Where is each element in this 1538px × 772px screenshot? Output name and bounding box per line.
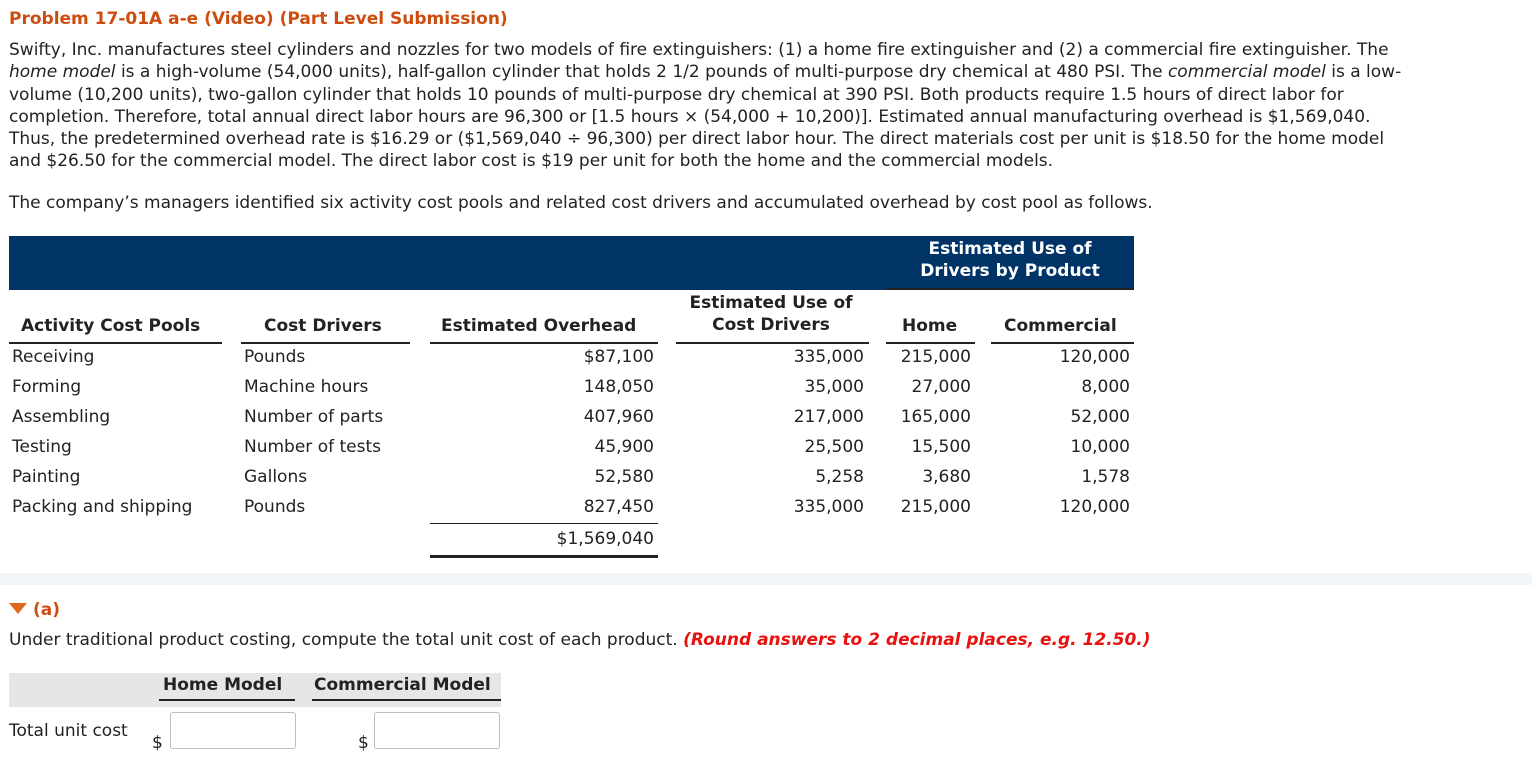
- total-unit-cost-label: Total unit cost: [9, 721, 128, 741]
- row-home: 165,000: [900, 407, 971, 427]
- row-driver: Pounds: [244, 497, 306, 517]
- section-divider: [0, 573, 1532, 585]
- row-home: 215,000: [900, 347, 971, 367]
- header-underline-drivers: [241, 342, 410, 344]
- intro-line-5: Thus, the predetermined overhead rate is $16.29 or ($1,569,040 ÷ 96,300) per direct labor hour. The direct materials cost per unit is $18.50 for the home model: [9, 129, 1385, 150]
- row-commercial: 10,000: [1070, 437, 1130, 457]
- intro-line-3: volume (10,200 units), two-gallon cylinder that holds 10 pounds of multi-purpose dry chemical at 390 PSI. Both products require 1.5 hours of direct labor for: [9, 84, 1344, 105]
- row-home: 215,000: [900, 497, 971, 517]
- col-commercial-model: Commercial Model: [314, 675, 491, 695]
- col-home-underline: [159, 699, 295, 701]
- header-underline-home: [886, 342, 975, 344]
- row-driver: Gallons: [244, 467, 308, 487]
- total-overhead: $1,569,040: [556, 529, 654, 549]
- row-driver: Number of tests: [244, 437, 381, 457]
- home-unit-cost-input[interactable]: [170, 712, 296, 749]
- banner-line-1: Estimated Use of: [928, 239, 1092, 259]
- intro-line-6: and $26.50 for the commercial model. The direct labor cost is $19 per unit for both the home and the commercial models.: [9, 151, 1054, 172]
- header-underline-pools: [9, 342, 222, 344]
- currency-symbol-home: $: [152, 733, 163, 753]
- header-estimated-overhead: Estimated Overhead: [441, 316, 637, 336]
- row-use: 335,000: [793, 347, 864, 367]
- part-a-label: (a): [33, 600, 61, 620]
- col-commercial-underline: [312, 699, 501, 701]
- collapse-triangle-icon[interactable]: [9, 603, 27, 614]
- row-home: 27,000: [911, 377, 971, 397]
- total-double-rule: [430, 555, 658, 558]
- row-home: 3,680: [922, 467, 971, 487]
- row-use: 217,000: [793, 407, 864, 427]
- intro-line-1: Swifty, Inc. manufactures steel cylinders and nozzles for two models of fire extinguishers: (1) a home fire extinguisher and (2) a commercial fire extinguisher. The: [9, 40, 1389, 60]
- part-a-instruction: [9, 630, 1151, 650]
- row-commercial: 120,000: [1059, 347, 1130, 367]
- banner-underline: [886, 288, 1134, 290]
- row-use: 335,000: [793, 497, 864, 517]
- commercial-model-term: commercial model: [1167, 62, 1326, 83]
- row-overhead: 827,450: [583, 497, 654, 517]
- row-commercial: 8,000: [1081, 377, 1130, 397]
- instruction-text: Under traditional product costing, compute the total unit cost of each product.: [9, 630, 684, 650]
- intro-line-2-end: is a low-: [1325, 62, 1402, 83]
- problem-title: Problem 17-01A a-e (Video) (Part Level Submission): [9, 9, 508, 29]
- row-driver: Machine hours: [244, 377, 369, 397]
- header-underline-overhead: [430, 342, 658, 344]
- header-home: Home: [902, 316, 958, 336]
- part-a-header[interactable]: [9, 600, 60, 620]
- row-home: 15,500: [911, 437, 971, 457]
- header-use-line-1: Estimated Use of: [689, 293, 853, 313]
- total-rule-top: [430, 523, 658, 524]
- header-cost-drivers: Cost Drivers: [264, 316, 382, 336]
- header-activity-cost-pools: Activity Cost Pools: [21, 316, 201, 336]
- header-use-line-2: Cost Drivers: [712, 315, 830, 335]
- home-model-term: home model: [9, 62, 116, 83]
- header-underline-use: [676, 342, 869, 344]
- row-pool: Testing: [12, 437, 72, 457]
- commercial-unit-cost-input[interactable]: [374, 712, 500, 749]
- row-pool: Packing and shipping: [12, 497, 193, 517]
- row-use: 35,000: [804, 377, 864, 397]
- row-driver: Pounds: [244, 347, 306, 367]
- row-commercial: 1,578: [1081, 467, 1130, 487]
- row-overhead: 52,580: [594, 467, 654, 487]
- header-underline-commercial: [991, 342, 1134, 344]
- row-use: 25,500: [804, 437, 864, 457]
- intro-line-2-text: is a high-volume (54,000 units), half-gallon cylinder that holds 2 1/2 pounds of multi-purpose dry chemical at 480 PSI. The: [115, 62, 1168, 83]
- row-pool: Assembling: [12, 407, 111, 427]
- row-pool: Painting: [12, 467, 81, 487]
- row-pool: Forming: [12, 377, 82, 397]
- header-estimated-use: [678, 292, 864, 336]
- row-use: 5,258: [815, 467, 864, 487]
- row-overhead: 148,050: [583, 377, 654, 397]
- rounding-note: (Round answers to 2 decimal places, e.g. 12.50.): [683, 630, 1151, 650]
- banner-drivers-by-product: [895, 238, 1125, 282]
- row-driver: Number of parts: [244, 407, 384, 427]
- row-commercial: 120,000: [1059, 497, 1130, 517]
- intro-line-4: completion. Therefore, total annual direct labor hours are 96,300 or [1.5 hours × (54,000 + 10,200)]. Estimated annual manufacturing overhead is $1,569,040.: [9, 106, 1371, 127]
- row-pool: Receiving: [12, 347, 95, 367]
- intro-line-2: [9, 61, 1529, 83]
- currency-symbol-commercial: $: [358, 733, 369, 753]
- banner-line-2: Drivers by Product: [920, 261, 1100, 281]
- table-banner: [9, 236, 1134, 290]
- row-commercial: 52,000: [1070, 407, 1130, 427]
- row-overhead: 45,900: [594, 437, 654, 457]
- header-commercial: Commercial: [1004, 316, 1117, 336]
- row-overhead: $87,100: [583, 347, 654, 367]
- row-overhead: 407,960: [583, 407, 654, 427]
- col-home-model: Home Model: [163, 675, 283, 695]
- pools-intro: The company’s managers identified six activity cost pools and related cost drivers and accumulated overhead by cost pool as follows.: [9, 193, 1153, 213]
- problem-description: [9, 39, 1529, 173]
